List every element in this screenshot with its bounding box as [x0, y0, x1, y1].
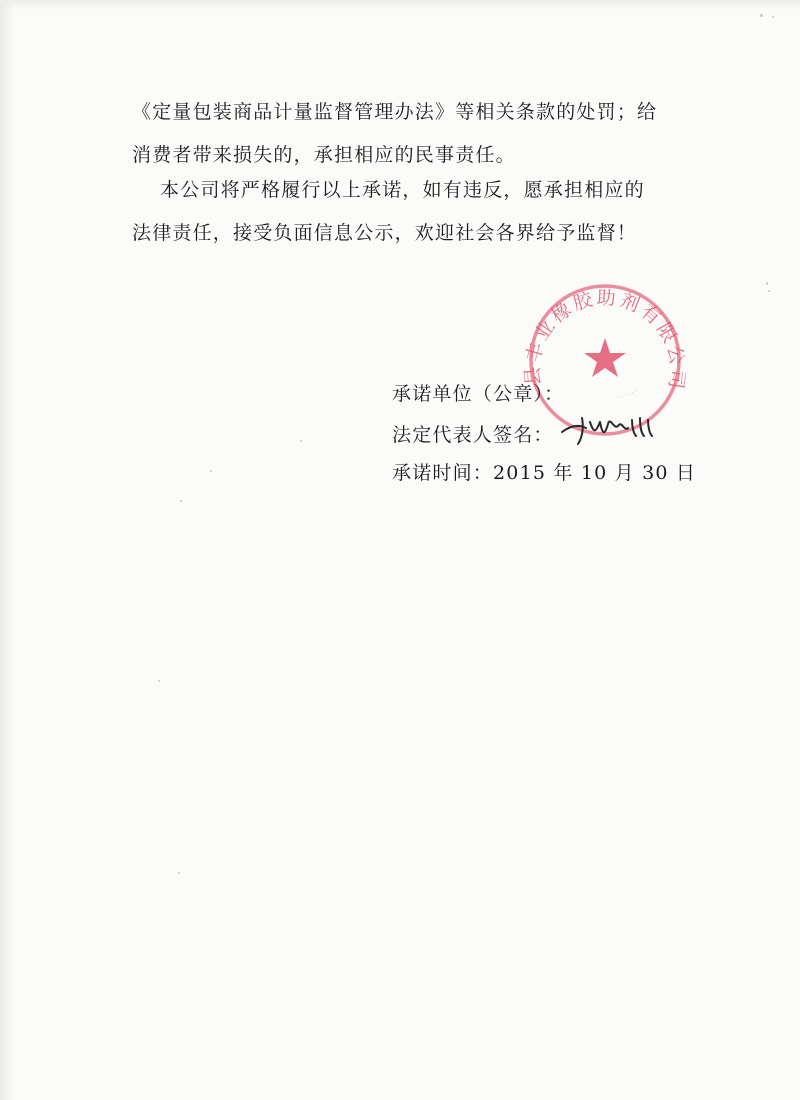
- seal-text: 县丰业橡胶助剂有限公司: [521, 286, 689, 394]
- scan-speck: [766, 282, 768, 285]
- legal-rep-label: 法定代表人签名：: [392, 424, 554, 446]
- scan-speck: [768, 290, 770, 292]
- scan-speck: [210, 470, 212, 472]
- scan-speck: [300, 440, 302, 442]
- scan-edge: [0, 0, 14, 1100]
- scan-speck: [180, 500, 182, 502]
- scan-speck: [760, 14, 763, 17]
- scan-speck: [772, 16, 774, 18]
- star-icon: [584, 338, 626, 377]
- body-line: 法律责任，接受负面信息公示，欢迎社会各界给予监督！: [132, 222, 638, 244]
- commitment-unit-label: 承诺单位（公章）：: [392, 383, 565, 405]
- handwritten-signature: [560, 408, 660, 448]
- scan-speck: [158, 680, 160, 682]
- commitment-date: 承诺时间：2015 年 10 月 30 日: [392, 462, 697, 484]
- scan-edge: [0, 0, 800, 10]
- body-line: 《定量包装商品计量监督管理办法》等相关条款的处罚；给: [132, 101, 658, 123]
- body-line: 本公司将严格履行以上承诺，如有违反，愿承担相应的: [160, 179, 645, 201]
- scan-speck: [178, 872, 180, 874]
- svg-text:· · · · · ·: · · · · · ·: [616, 388, 639, 402]
- body-line: 消费者带来损失的，承担相应的民事责任。: [132, 144, 516, 166]
